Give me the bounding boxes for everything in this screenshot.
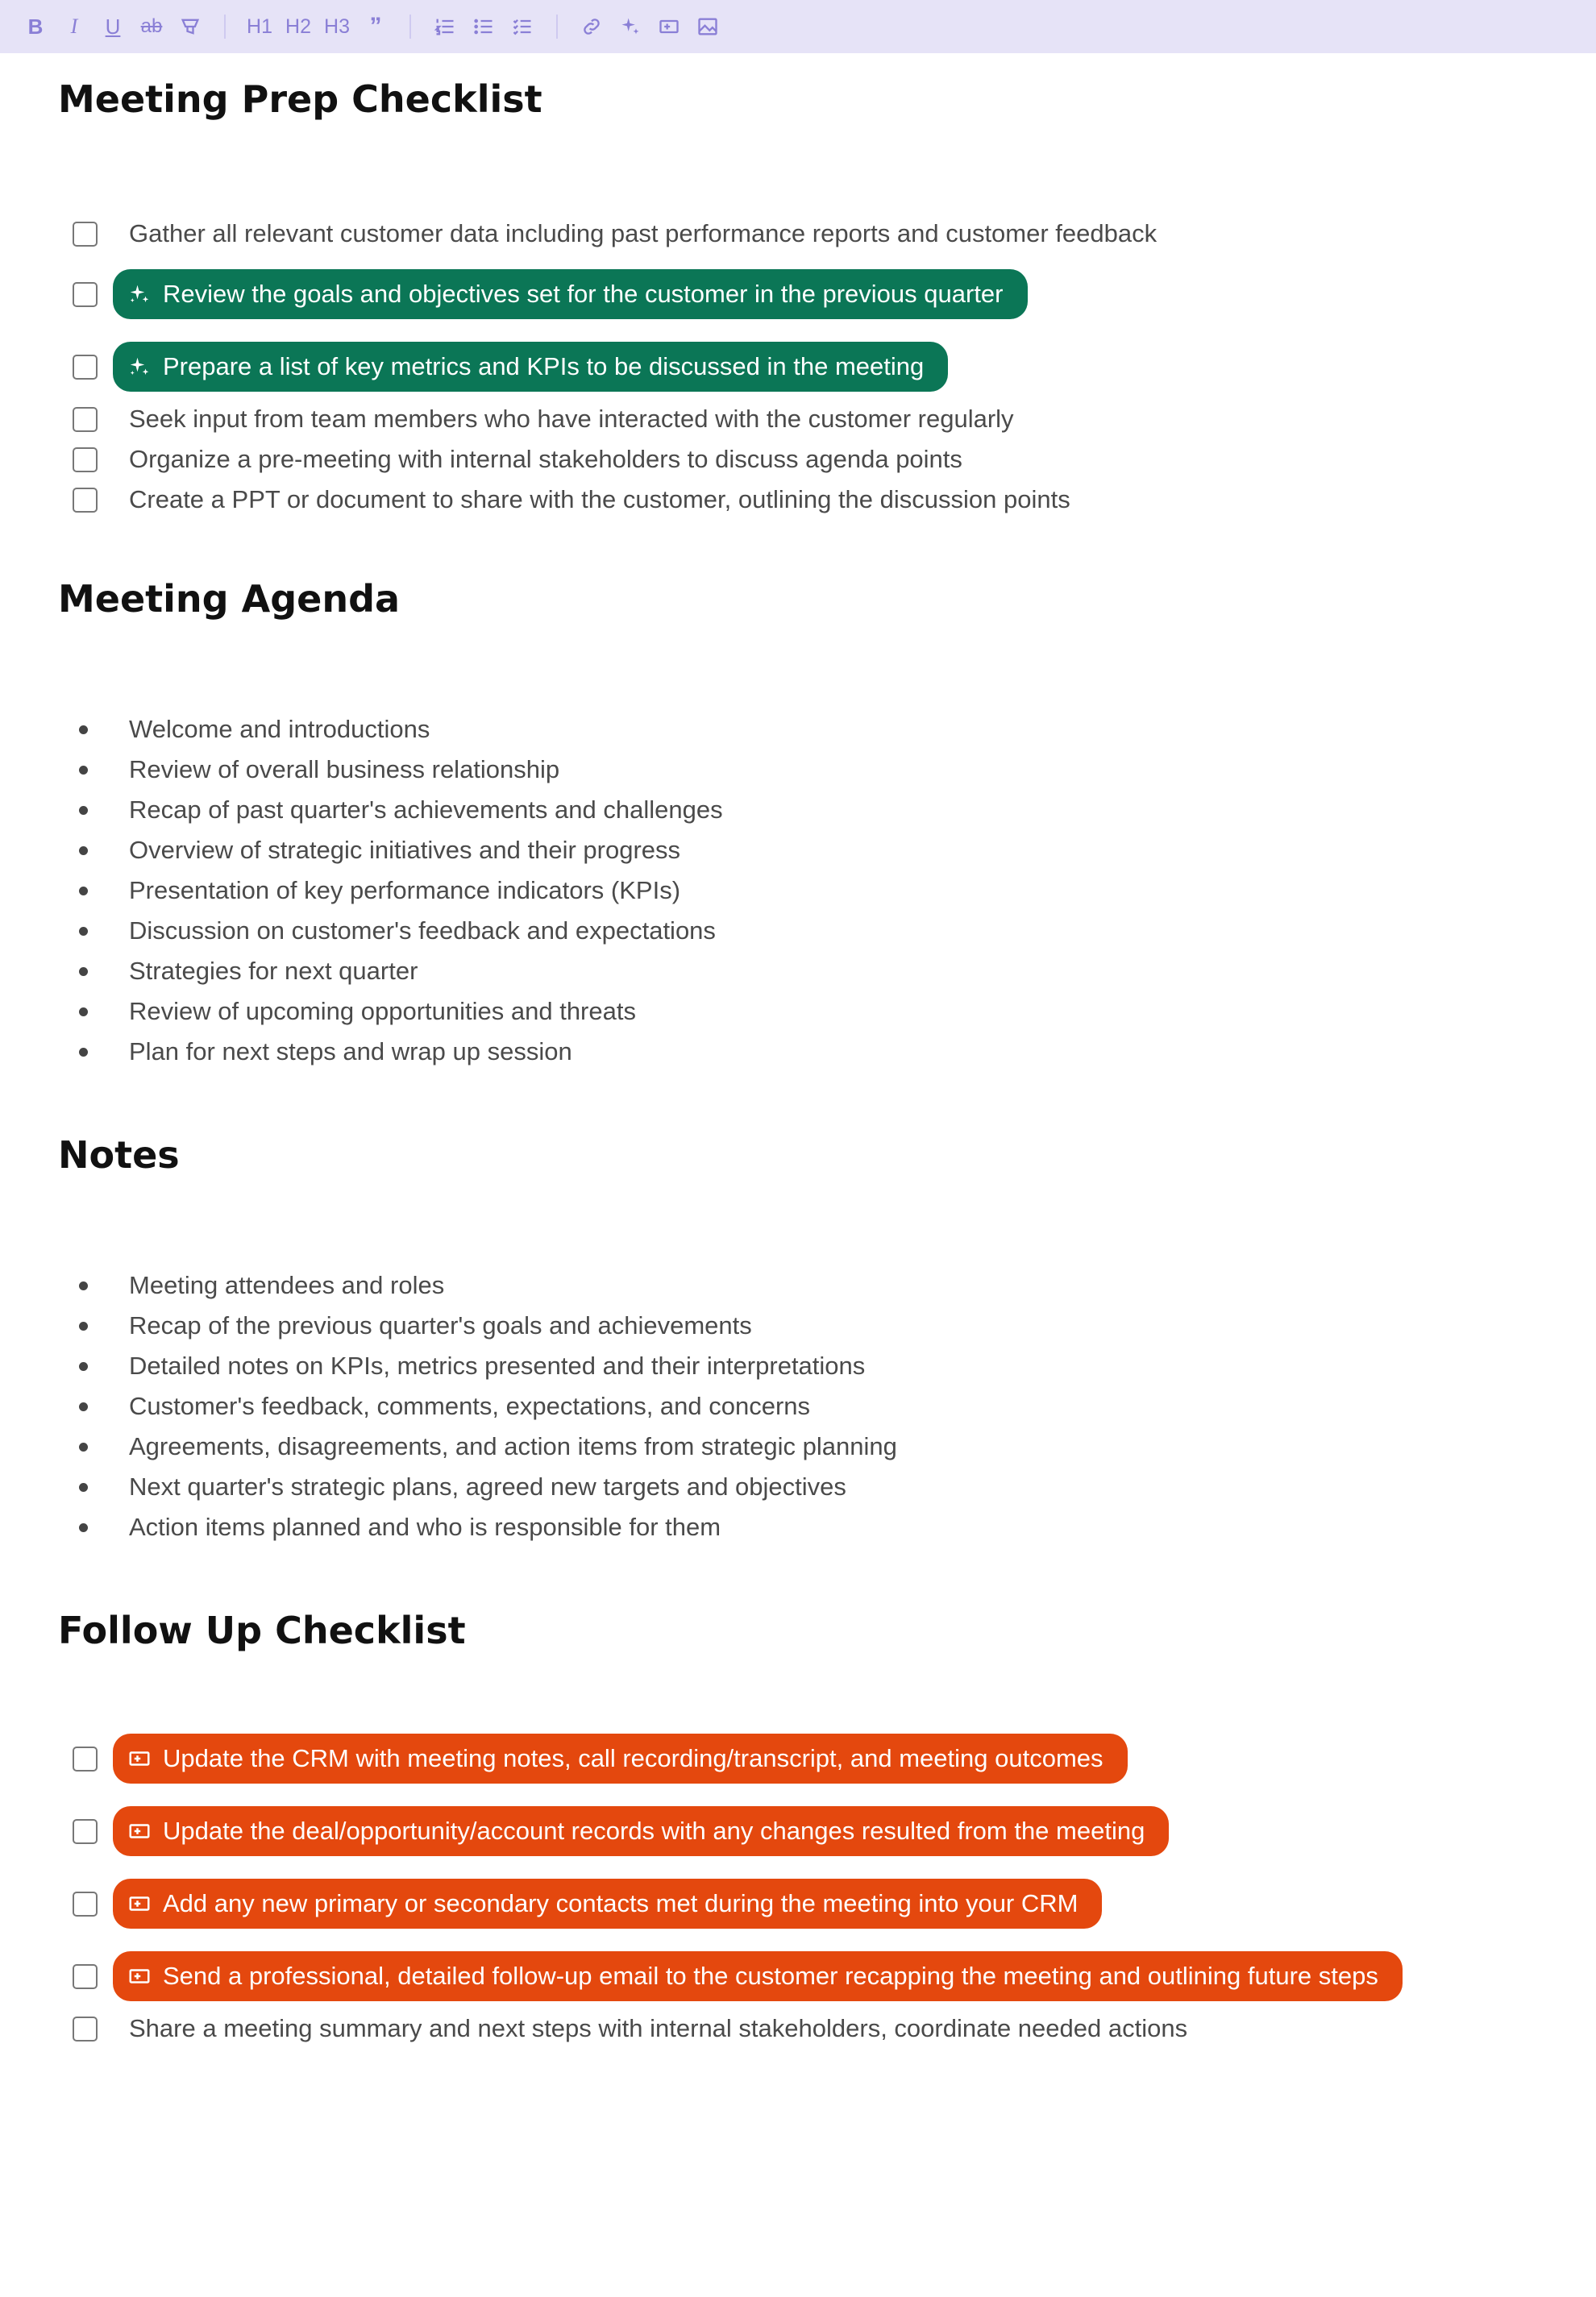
image-icon (696, 15, 719, 38)
checklist-item-text[interactable]: Create a PPT or document to share with the customer, outlining the discussion points (129, 485, 1070, 513)
sparkle-icon (619, 15, 642, 38)
quote-label: ” (369, 13, 382, 39)
list-item-text[interactable]: Meeting attendees and roles (129, 1271, 445, 1299)
checkbox[interactable] (73, 407, 98, 432)
list-item-text[interactable]: Recap of the previous quarter's goals and achievements (129, 1311, 752, 1340)
strikethrough-label: ab (140, 15, 163, 37)
list-item-text[interactable]: Plan for next steps and wrap up session (129, 1037, 572, 1065)
pill-text: Send a professional, detailed follow-up email to the customer recapping the meeting and outlining future steps (163, 1962, 1378, 1990)
ai-sparkle-button[interactable] (611, 7, 650, 46)
editor-toolbar (0, 0, 1596, 53)
bullet-icon (79, 1483, 88, 1492)
italic-label: I (70, 15, 78, 38)
toolbar-divider (556, 15, 558, 39)
highlighter-icon (179, 15, 202, 38)
list-item-text[interactable]: Action items planned and who is responsible for them (129, 1513, 721, 1541)
checkbox[interactable] (73, 222, 98, 247)
list-item-text[interactable]: Presentation of key performance indicators (KPIs) (129, 876, 681, 904)
crm-action-pill[interactable] (113, 1734, 1128, 1784)
section-heading-agenda: Meeting Agenda (58, 577, 401, 621)
bullet-icon (79, 1443, 88, 1452)
list-item-text[interactable]: Welcome and introductions (129, 715, 430, 743)
toolbar-divider (224, 15, 226, 39)
bullet-icon (79, 1402, 88, 1411)
strikethrough-button[interactable] (132, 7, 171, 46)
crm-field-icon (127, 1819, 152, 1843)
crm-field-button[interactable] (650, 7, 688, 46)
bullet-icon (79, 1362, 88, 1371)
checkbox[interactable] (73, 1892, 98, 1917)
checkbox[interactable] (73, 447, 98, 472)
ordered-list-icon (434, 15, 456, 38)
heading3-label: H3 (324, 15, 350, 38)
checkbox[interactable] (73, 282, 98, 307)
list-item-text[interactable]: Recap of past quarter's achievements and challenges (129, 795, 723, 824)
checkbox[interactable] (73, 1747, 98, 1772)
underline-button[interactable] (94, 7, 132, 46)
checklist-icon (511, 15, 534, 38)
section-heading-notes: Notes (58, 1133, 180, 1177)
italic-button[interactable] (55, 7, 94, 46)
pill-text: Add any new primary or secondary contacts met during the meeting into your CRM (163, 1889, 1079, 1917)
highlight-button[interactable] (171, 7, 210, 46)
checklist-button[interactable] (503, 7, 542, 46)
quote-button[interactable] (356, 7, 395, 46)
pill-text: Review the goals and objectives set for the customer in the previous quarter (163, 280, 1004, 308)
bullet-icon (79, 1048, 88, 1057)
section-heading-followup: Follow Up Checklist (58, 1609, 466, 1652)
bullet-icon (79, 725, 88, 734)
bold-label: B (27, 14, 44, 39)
checkbox[interactable] (73, 355, 98, 380)
toolbar-divider (409, 15, 411, 39)
list-item-text[interactable]: Agreements, disagreements, and action items from strategic planning (129, 1432, 897, 1460)
bullet-list-icon (472, 15, 495, 38)
list-item-text[interactable]: Detailed notes on KPIs, metrics presented and their interpretations (129, 1352, 866, 1380)
bullet-list-button[interactable] (464, 7, 503, 46)
ai-suggestion-pill[interactable] (113, 342, 948, 392)
bullet-icon (79, 806, 88, 815)
sparkle-icon (127, 282, 152, 306)
list-item-text[interactable]: Discussion on customer's feedback and expectations (129, 916, 716, 945)
list-item-text[interactable]: Customer's feedback, comments, expectations, and concerns (129, 1392, 811, 1420)
heading2-button[interactable] (279, 7, 318, 46)
bullet-icon (79, 1523, 88, 1532)
link-icon (580, 15, 603, 38)
checkbox[interactable] (73, 2017, 98, 2042)
crm-action-pill[interactable] (113, 1806, 1169, 1856)
crm-field-icon (127, 1892, 152, 1916)
crm-field-icon (658, 15, 680, 38)
checklist-item-text[interactable]: Share a meeting summary and next steps with internal stakeholders, coordinate needed actions (129, 2014, 1188, 2042)
checklist-item-text[interactable]: Organize a pre-meeting with internal stakeholders to discuss agenda points (129, 445, 962, 473)
ordered-list-button[interactable] (426, 7, 464, 46)
bullet-icon (79, 887, 88, 895)
underline-label: U (105, 14, 121, 39)
bullet-icon (79, 1007, 88, 1016)
checklist-item-text[interactable]: Gather all relevant customer data including past performance reports and customer feedback (129, 219, 1158, 247)
link-button[interactable] (572, 7, 611, 46)
ai-suggestion-pill[interactable] (113, 269, 1028, 319)
heading3-button[interactable] (318, 7, 356, 46)
bullet-icon (79, 1281, 88, 1290)
section-heading-prep: Meeting Prep Checklist (58, 77, 542, 121)
checkbox[interactable] (73, 1819, 98, 1844)
list-item-text[interactable]: Review of upcoming opportunities and threats (129, 997, 636, 1025)
heading1-label: H1 (247, 15, 272, 38)
sparkle-icon (127, 355, 152, 379)
pill-text: Update the CRM with meeting notes, call recording/transcript, and meeting outcomes (163, 1744, 1103, 1772)
pill-text: Prepare a list of key metrics and KPIs to be discussed in the meeting (163, 352, 925, 380)
heading2-label: H2 (285, 15, 311, 38)
bullet-icon (79, 766, 88, 775)
pill-text: Update the deal/opportunity/account records with any changes resulted from the meeting (163, 1817, 1145, 1845)
crm-field-icon (127, 1747, 152, 1771)
bullet-icon (79, 927, 88, 936)
image-button[interactable] (688, 7, 727, 46)
bullet-icon (79, 1322, 88, 1331)
list-item-text[interactable]: Overview of strategic initiatives and their progress (129, 836, 681, 864)
bullet-icon (79, 846, 88, 855)
heading1-button[interactable] (240, 7, 279, 46)
crm-action-pill[interactable] (113, 1951, 1403, 2001)
checkbox[interactable] (73, 488, 98, 513)
list-item-text[interactable]: Strategies for next quarter (129, 957, 418, 985)
checklist-item-text[interactable]: Seek input from team members who have interacted with the customer regularly (129, 405, 1014, 433)
checkbox[interactable] (73, 1964, 98, 1989)
list-item-text[interactable]: Review of overall business relationship (129, 755, 560, 783)
crm-field-icon (127, 1964, 152, 1988)
bold-button[interactable] (16, 7, 55, 46)
crm-action-pill[interactable] (113, 1879, 1102, 1929)
bullet-icon (79, 967, 88, 976)
list-item-text[interactable]: Next quarter's strategic plans, agreed new targets and objectives (129, 1472, 846, 1501)
